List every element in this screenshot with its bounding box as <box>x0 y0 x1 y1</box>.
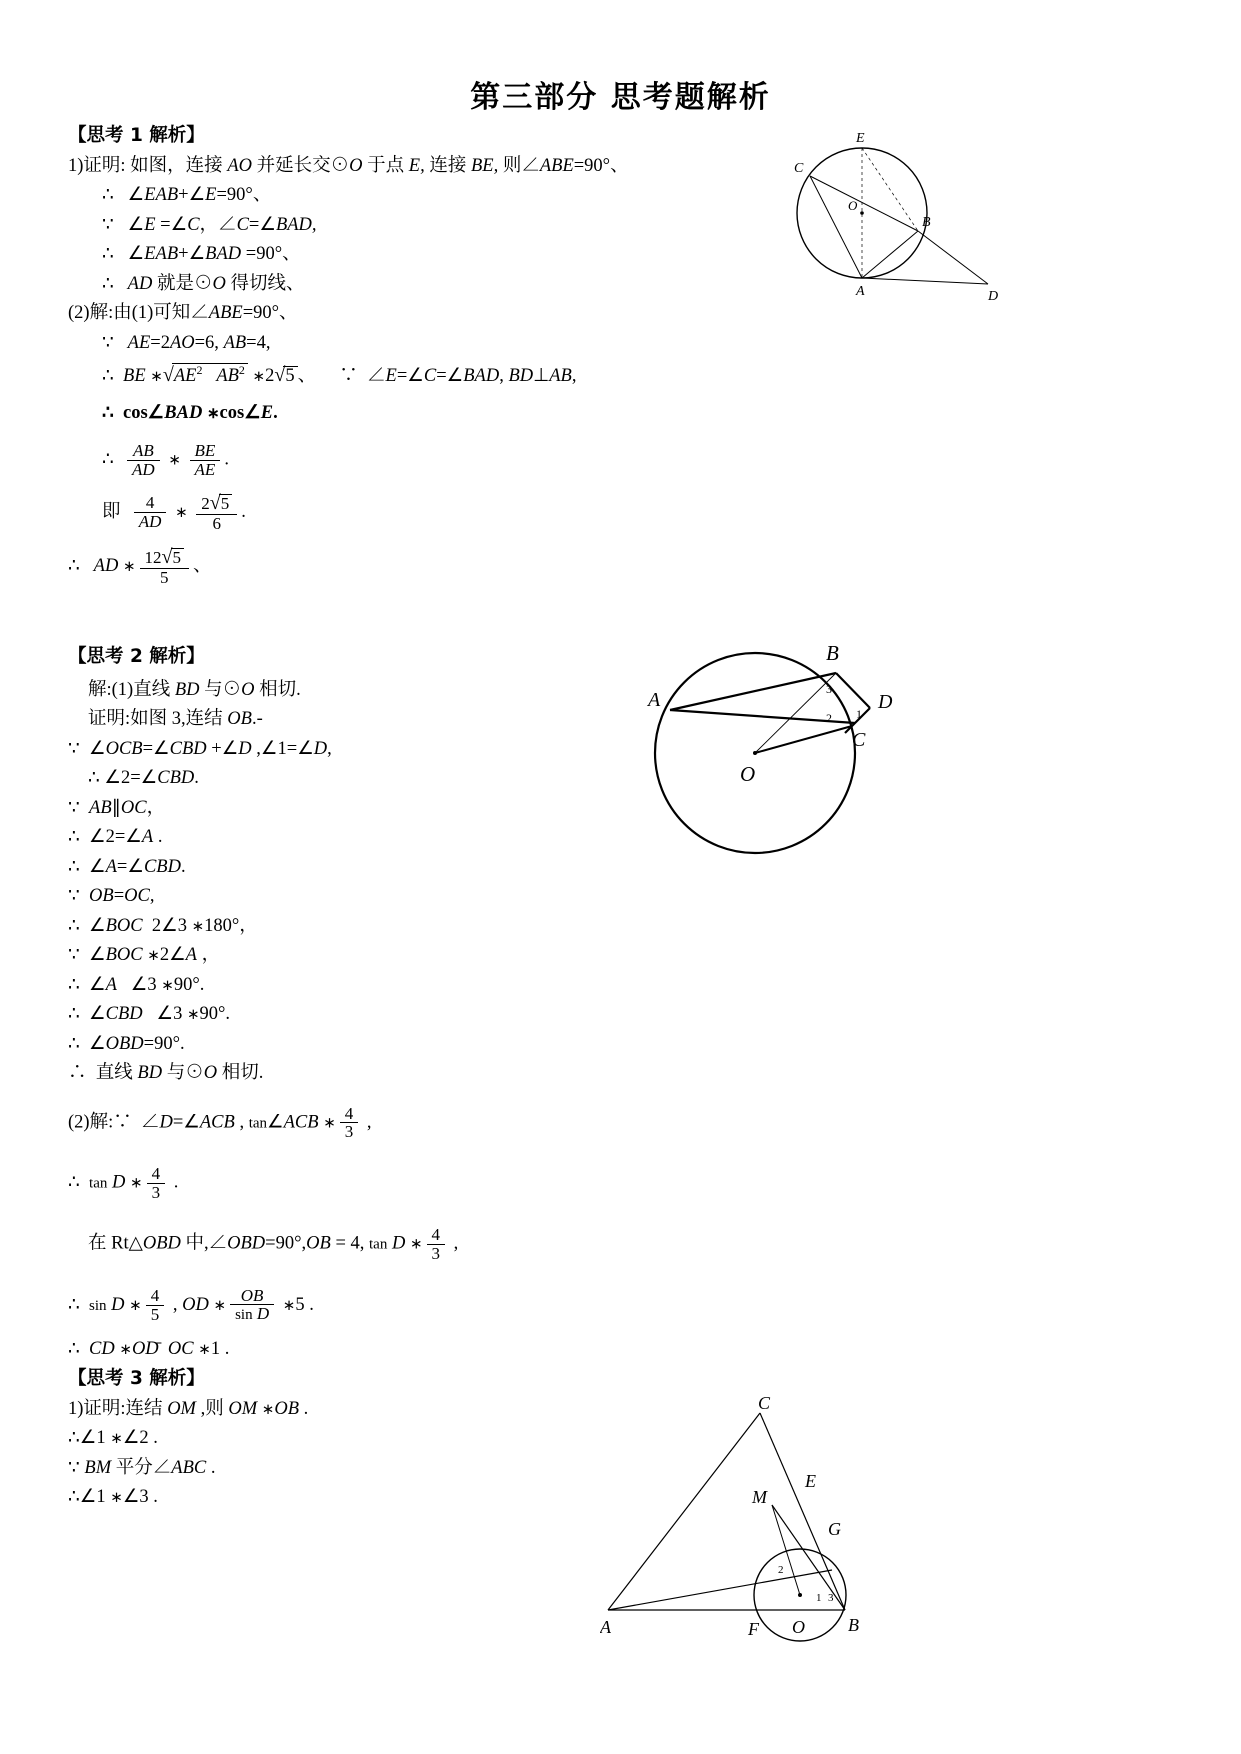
svg-text:E: E <box>856 131 865 146</box>
section-2-line-10: ∵ ∠BOC ∗2∠A ， <box>68 945 221 965</box>
svg-text:B: B <box>922 215 931 230</box>
section-1-line-10: ∴ $\frac{AB}{AD}$ ∗ $\frac{BE}{AE}$ . <box>102 441 229 479</box>
section-1-line-4: ∴ ∠EAB+∠BAD =90°、 <box>102 244 301 264</box>
figure-2 <box>640 638 970 868</box>
section-3-line-3: ∵ BM 平分∠ABC . <box>68 1457 216 1478</box>
section-3-line-4: ∴∠1 ∗∠3 . <box>68 1487 158 1507</box>
svg-text:O: O <box>792 1617 805 1637</box>
svg-text:C: C <box>758 1395 771 1413</box>
svg-text:C: C <box>852 729 866 751</box>
svg-text:D: D <box>988 289 999 304</box>
figure-1 <box>770 128 1040 318</box>
svg-text:A: A <box>648 689 661 711</box>
section-1-line-2: ∴ ∠EAB+∠E=90°、 <box>102 185 272 205</box>
svg-text:C: C <box>794 161 804 176</box>
section-2-line-5: ∵ AB∥OC， <box>68 797 166 818</box>
svg-text:F: F <box>748 1619 759 1639</box>
section-3-line-1: 1)证明:连结 OM ,则 OM ∗OB . <box>68 1398 309 1419</box>
section-2-line-4: ∴ ∠2=∠CBD. <box>88 768 199 788</box>
svg-text:1: 1 <box>856 707 862 721</box>
svg-text:E: E <box>805 1471 816 1491</box>
section-2-line-13: ∴ ∠OBD=90°. <box>68 1033 185 1054</box>
section-1-line-8: ∴ BE $∗√AE^2$ $AB^2$ ∗2√5 、 ∵ ∠E=∠C=∠BAD, BD⊥AB, <box>102 363 577 387</box>
section-2-line-19: ∴ CD ∗OD̄ OC ∗1 . <box>68 1339 230 1360</box>
svg-text:A: A <box>856 284 865 299</box>
svg-text:3: 3 <box>826 682 832 696</box>
svg-text:1: 1 <box>816 1592 822 1604</box>
svg-text:3: 3 <box>828 1592 834 1604</box>
section-2-line-12: ∴ ∠CBD ∠3 ∗90°. <box>68 1004 231 1024</box>
section-1-heading: 【思考 1 解析】 <box>68 125 205 146</box>
section-1-line-5: ∴ AD 就是⊙O 得切线、 <box>102 273 305 294</box>
section-3-heading: 【思考 3 解析】 <box>68 1368 205 1389</box>
section-2-line-1: 解:(1)直线 BD 与⊙O 相切. <box>88 679 301 700</box>
section-1-line-12: ∴ AD ∗ $\frac{12√5}{5}$ 、 <box>68 545 212 587</box>
svg-text:2: 2 <box>778 1564 784 1576</box>
section-3-line-2: ∴∠1 ∗∠2 . <box>68 1428 158 1448</box>
svg-text:D: D <box>878 691 893 713</box>
section-2-heading: 【思考 2 解析】 <box>68 646 205 667</box>
section-2-line-14: ∴ 直线 BD 与⊙O 相切. <box>68 1063 264 1083</box>
svg-text:2: 2 <box>826 711 832 725</box>
section-2-line-8: ∵ OB=OC, <box>68 886 155 906</box>
section-2-line-2: 证明:如图 3,连结 OB.- <box>88 709 263 729</box>
page-title: 第三部分 思考题解析 <box>470 80 771 115</box>
section-1 <box>68 127 768 598</box>
section-1-line-9: ∴ cos∠BAD ∗cos∠E. <box>102 402 278 423</box>
section-1-line-7: ∵ AE=2AO=6, AB=4, <box>102 332 271 353</box>
svg-text:G: G <box>828 1519 841 1539</box>
section-2-line-18: ∴ sin D ∗ $\frac{4}{5}$ , OD ∗ $\frac{OB}{\text{sin D}}$ ∗5 . <box>68 1285 314 1324</box>
svg-text:M: M <box>752 1487 767 1507</box>
section-2-line-17: 在 Rt△OBD 中,∠OBD=90°,OB = 4, tan D ∗ $\frac{4}{3}$ , <box>88 1224 459 1263</box>
svg-text:O: O <box>848 198 858 213</box>
section-2-line-6: ∴ ∠2=∠A . <box>68 827 163 847</box>
section-2-line-7: ∴ ∠A=∠CBD. <box>68 856 186 877</box>
section-2-line-16: ∴ tan D ∗ $\frac{4}{3}$ . <box>68 1164 179 1203</box>
svg-text:B: B <box>848 1615 859 1635</box>
section-2-line-15: (2)解:∵ ∠D=∠ACB , tan∠ACB ∗ $\frac{4}{3}$ , <box>68 1103 372 1142</box>
figure-3 <box>600 1395 930 1655</box>
section-1-line-11: 即 $\frac{4}{AD}$ ∗ $\frac{2√5}{6}$ . <box>102 491 246 533</box>
section-1-line-1: 1)证明: 如图，连接 AO 并延长交⊙O 于点 E, 连接 BE, 则∠ABE=90°、 <box>68 155 629 176</box>
section-2-line-11: ∴ ∠A ∠3 ∗90°. <box>68 974 205 995</box>
svg-text:O: O <box>740 762 756 786</box>
section-1-line-3: ∵ ∠E =∠C，∠C=∠BAD, <box>102 214 317 235</box>
section-2-line-9: ∴ ∠BOC 2∠3 ∗180°， <box>68 915 258 936</box>
section-2-line-3: ∵ ∠OCB=∠CBD +∠D ,∠1=∠D, <box>68 738 332 759</box>
svg-text:A: A <box>600 1617 611 1637</box>
svg-text:B: B <box>826 641 839 665</box>
section-1-line-6: (2)解:由(1)可知∠ABE=90°、 <box>68 303 298 323</box>
